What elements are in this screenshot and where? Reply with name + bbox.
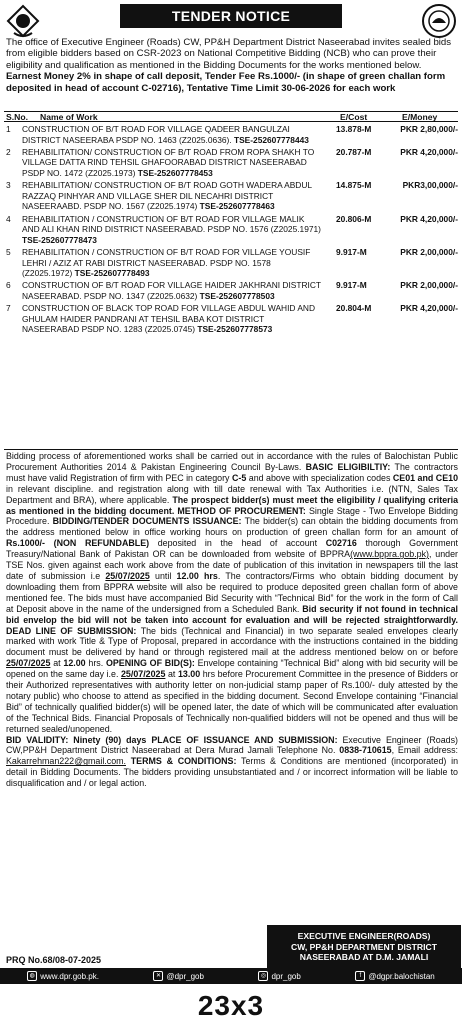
page-title: TENDER NOTICE bbox=[120, 4, 342, 28]
table-row bbox=[4, 180, 458, 212]
email-link[interactable]: Kakarrehman222@gmail.com. bbox=[6, 756, 126, 767]
social-instagram[interactable]: ◎ dpr_gob bbox=[258, 971, 300, 981]
government-emblem-icon bbox=[4, 3, 42, 39]
divider bbox=[4, 449, 458, 450]
row-cost: 20.787-M bbox=[336, 146, 372, 157]
tender-terms-text bbox=[6, 451, 458, 789]
table-row bbox=[4, 280, 458, 301]
col-emoney: E/Money bbox=[402, 112, 438, 122]
row-sno: 4 bbox=[6, 213, 11, 224]
row-tse: TSE-252607778493 bbox=[74, 268, 150, 279]
table-row bbox=[4, 303, 458, 335]
row-cost: 14.875-M bbox=[336, 180, 372, 191]
row-cost: 20.806-M bbox=[336, 213, 372, 224]
row-money: PKR 2,00,000/- bbox=[400, 280, 458, 291]
social-twitter[interactable]: ✕ @dpr_gob bbox=[153, 971, 203, 981]
row-tse: TSE-252607778463 bbox=[199, 201, 275, 212]
row-tse: TSE-252607778443 bbox=[233, 134, 309, 145]
row-tse: TSE-252607778453 bbox=[137, 167, 213, 178]
signatory-line-1: EXECUTIVE ENGINEER(ROADS) bbox=[297, 930, 431, 941]
row-sno: 6 bbox=[6, 280, 11, 291]
social-web[interactable]: ◍ www.dpr.gob.pk. bbox=[27, 971, 99, 981]
row-cost: 9.917-M bbox=[336, 246, 367, 257]
bppra-website-link[interactable]: (www.bppra.gob.pk) bbox=[350, 549, 430, 560]
row-sno: 7 bbox=[6, 303, 11, 314]
row-cost: 9.917-M bbox=[336, 280, 367, 291]
row-tse: TSE-252607778473 bbox=[22, 234, 97, 245]
signatory-line-2: CW, PP&H DEPARTMENT DISTRICT bbox=[291, 941, 437, 952]
department-seal-icon bbox=[420, 3, 458, 39]
table-row bbox=[4, 147, 458, 179]
earnest-money-note: Earnest Money 2% in shape of call deposit, Tender Fee Rs.1000/- (in shape of green challan form deposited in head of account C-02716), Tentative Time Limit 30-06-2026 for each work bbox=[6, 71, 446, 94]
row-name: CONSTRUCTION OF B/T ROAD FOR VILLAGE QADEER BANGULZAI DISTRICT NASEERABA PSDP NO. 1463 (Z2025.0636). bbox=[22, 124, 290, 145]
col-sno: S.No. bbox=[6, 112, 28, 122]
col-name-of-work: Name of Work bbox=[40, 112, 98, 122]
header bbox=[0, 0, 462, 42]
row-name: CONSTRUCTION OF BLACK TOP ROAD FOR VILLAGE ABDUL WAHID AND GHULAM HAIDER PANDRANI AT TEHSIL BABA KOT DISTRICT NASEERABAD PSDP NO. 1283 (Z2025.0745) bbox=[22, 303, 316, 335]
row-name: REHABILITATION / CONSTRUCTION OF B/T ROAD FOR VILLAGE MALIK AND ALI KHAN RIND DISTRICT NASEERABAD. PSDP NO. 1576 (Z2025.1971) bbox=[22, 213, 321, 235]
signatory-box bbox=[267, 925, 461, 969]
row-name: REHABILITATION/ CONSTRUCTION OF B/T ROAD FROM ROPA SHAKH TO VILLAGE DATTA RIND TEHSIL GHAFOORABAD DISTRICT NASEERABAD PSDP NO. 1472 (Z2025.1973) bbox=[22, 146, 315, 178]
row-name: REHABILITATION / CONSTRUCTION OF B/T ROAD FOR VILLAGE YOUSIF LEHRI / AZIZ AT RABI DISTRICT NASEERABAD. PSDP NO. 1578 (Z2025.1972) bbox=[22, 246, 311, 279]
row-sno: 1 bbox=[6, 124, 11, 134]
validity-paragraph: BID VALIDITY: Ninety (90) days PLACE OF ISSUANCE AND SUBMISSION: Executive Engineer (Roads) CW,PP&H Department District Naseerabad at Dera Murad Jamali Telephone No. 0838-710615, Email address: Kakarrehman222@gmail.com. TERMS & CONDITIONS: Terms & Conditions are mentioned (incorporated) in detail in Bidding Documents. The bidders providing unsubstantiated and / or incorrect information will be liable to disqualification and / or legal action. bbox=[6, 734, 459, 789]
row-money: PKR 2,80,000/- bbox=[400, 124, 458, 134]
row-money: PKR3,00,000/- bbox=[402, 180, 458, 191]
row-sno: 5 bbox=[6, 246, 11, 257]
twitter-icon: ✕ bbox=[153, 971, 163, 981]
row-money: PKR 2,00,000/- bbox=[400, 246, 458, 257]
row-tse: TSE-252607778503 bbox=[199, 290, 275, 301]
intro-paragraph: The office of Executive Engineer (Roads) CW, PP&H Department District Naseerabad invites sealed bids from eligible bidders based on CSR-2023 on National Competitive Bidding (NCB) who can prove their eligibility and qualification as mentioned in the Bidding Documents for the works mentioned below. bbox=[6, 37, 452, 71]
globe-icon: ◍ bbox=[27, 971, 37, 981]
instagram-icon: ◎ bbox=[258, 971, 268, 981]
row-money: PKR 4,20,000/- bbox=[400, 213, 458, 224]
col-ecost: E/Cost bbox=[340, 112, 368, 122]
row-name: REHABILITATION/ CONSTRUCTION OF B/T ROAD GOTH WADERA ABDUL RAZZAQ PINHYAR AND VILLAGE SHER DIL NECAHRI DISTRICT NASEERAABD. PSDP NO. 1567 (Z2025.1974) bbox=[22, 180, 312, 212]
row-tse: TSE-252607778573 bbox=[197, 324, 273, 335]
table-row bbox=[4, 124, 458, 145]
works-table bbox=[4, 124, 458, 336]
social-facebook[interactable]: f @dgpr.balochistan bbox=[355, 971, 434, 981]
procurement-paragraph: Bidding process of aforementioned works shall be carried out in accordance with the rules of Balochistan Public Procurement Authorities 2014 & Pakistan Engineering Council By-Laws. BASIC ELIGIBILTIY: The contractors must have valid Registration of firm with PEC in category C-5 and above with specialization codes CE01 and CE10 in relevant discipline. and registration along with till date renewal with Tax Authorities i.e. (NTN, Sales Tax Department and BRA), where applicable. The prospect bidder(s) must meet the eligibility / qualifying criteria as mentioned in the bidding document. METHOD OF PROCUREMENT: Single Stage - Two Envelope Bidding Procedure. BIDDING/TENDER DOCUMENTS ISSUANCE: The bidder(s) can obtain the bidding documents from the address mentioned below in office working hours on production of green challan form for an amount of Rs.1000/- (NON REFUNDABLE) deposited in the head of account C02716 thorough Government Treasury/National Bank of Pakistan OR can be downloaded from website of BPPRA(www.bppra.gob.pk), under TSE Nos. given against each work above from the date of publication of this invitation in newspapers till the last date of submission i.e 25/07/2025 until 12.00 hrs. The contractors/Firms who obtain bidding document by downloading them from BPPRA website will also be required to produce deposited green challan form of above mentioned fee. The bids must have accompanied Bid Security with “Technical Bid” for the work in the form of Call at Deposit above in the name of the undersigned from a Scheduled Bank. Bid security if not found in technical bid envelop the bid will not be taken into account for evaluation and will be rejected straightforwardly. DEAD LINE OF SUBMISSION: The bids (Technical and Financial) in two separate sealed envelopes clearly marked with work Title & Type of Proposal, prepared in accordance with the instructions contained in the bidding document must be delivered by hand or through registered mail at the address mentioned below on or before 25/07/2025 at 12.00 hrs. OPENING OF BID(S): Envelope containing “Technical Bid” along with bid security will be opened on the same day i.e. 25/07/2025 at 13.00 hrs before Procurement Committee in the presence of Bidders or their Authorized representatives with authority letter on non-judicial stamp paper of Rs.100/- duly attested by the notary public) who choose to attend as specified in the bidding document. Second Envelope containing “Financial Bid” of technically qualified bidder(s) will be opened later, the date of which will be communicated after evaluation of the Technical Bids. Financial Proposals of Technically non-qualified bidders will not be opened and thus will be returned sealed/unopened. bbox=[6, 451, 459, 734]
row-sno: 3 bbox=[6, 180, 11, 191]
table-row bbox=[4, 247, 458, 279]
intro-section bbox=[6, 37, 456, 94]
row-money: PKR 4,20,000/- bbox=[400, 146, 458, 157]
row-cost: 13.878-M bbox=[336, 124, 372, 134]
signatory-line-3: NASEERABAD AT D.M. JAMALI bbox=[299, 952, 429, 963]
prq-number: PRQ No.68/08-07-2025 bbox=[6, 955, 102, 965]
row-cost: 20.804-M bbox=[336, 303, 372, 314]
social-bar bbox=[0, 968, 462, 984]
row-name: CONSTRUCTION OF B/T ROAD FOR VILLAGE HAIDER JAKHRANI DISTRICT NASEERABAD. PSDP NO. 1347 (Z2025.0632) bbox=[22, 280, 321, 301]
ad-size-caption: 23x3 bbox=[197, 990, 265, 1021]
row-money: PKR 4,20,000/- bbox=[400, 303, 458, 314]
table-row bbox=[4, 214, 458, 246]
facebook-icon: f bbox=[355, 971, 365, 981]
row-sno: 2 bbox=[6, 146, 11, 157]
works-table-header bbox=[4, 111, 458, 122]
